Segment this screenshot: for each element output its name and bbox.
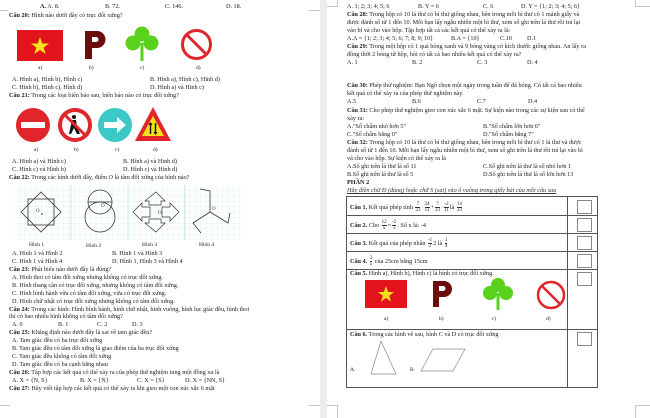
option: C. Hình bình hành vừa có tâm đối xứng, vừa có trục đối xứng. [12, 290, 167, 297]
option: B.Số ghi trên lá thư là số 5 [347, 171, 414, 178]
arrow-right-sign-icon [97, 107, 133, 143]
option: C. Tam giác đều không có tâm đối xứng [12, 353, 112, 360]
option: B. Tam giác đều có tâm đối xứng là giao điểm của ba trục đối xứng [12, 345, 179, 352]
option: B."Số chấm lớn hơn 6" [483, 123, 541, 130]
option: B. 2 [412, 59, 423, 66]
parallelogram-figure [419, 347, 467, 373]
option: B. 72. [105, 3, 120, 10]
table-row [347, 215, 597, 234]
figure-label: A. [350, 367, 356, 373]
question-20: Câu 20: Hình nào dưới đây có trục đối xứng? [9, 12, 123, 19]
question-21: Câu 21: Trong các loại biển báo sau, biển báo nào có trục đối xứng? [9, 92, 179, 99]
option: B. Hình thang cân có trục đối xứng, nhưng không có tâm đối xứng. [12, 282, 179, 289]
clover-icon [125, 26, 159, 62]
option: B.6 [412, 98, 421, 105]
true-false-table [346, 196, 598, 388]
figure-label: c) [115, 147, 120, 153]
question-30: Câu 30: Phép thử nghiệm: Bạn Ngô chọn một ngày trong tuần để đá bóng. Có tất cả bao nhiêu [347, 82, 582, 89]
option: A. Hình a) và Hình c) [12, 158, 66, 165]
two-way-traffic-sign-icon [133, 105, 173, 143]
prohibition-sign-icon [535, 279, 567, 311]
triangle-figure [359, 339, 399, 375]
no-pedestrian-sign-icon [57, 107, 93, 143]
option: A. A. 8. [40, 3, 60, 10]
option: B. X = {N} [80, 377, 109, 384]
option: A.A = {1; 2; 3; 4; 5; 6; 7; 8; 9; 10} [347, 35, 434, 42]
table-row [347, 269, 597, 330]
svg-text:O: O [158, 211, 162, 216]
option: D. Hình chữ nhật có trục đối xứng nhưng không có tâm đối xứng. [12, 298, 175, 305]
option: D.4 [528, 98, 538, 105]
option: B.A = {10} [451, 35, 480, 42]
option: B. Hình a), Hình c), Hình d) [150, 76, 220, 83]
figure-label: a) [384, 316, 389, 322]
option: A. 1 [347, 59, 358, 66]
row-text: Câu 3. Kết quả của phép nhân $\frac{-1}{2}$ 2 là $\frac{1}{4}$ [350, 238, 448, 249]
option: D. Hình c) và Hình d) [123, 166, 178, 173]
figure-label: d) [196, 65, 201, 71]
option: D. Hình 1, Hình 3 và Hình 4 [112, 258, 183, 265]
svg-text:O: O [212, 207, 216, 212]
option: B. Hình a) và Hình d) [123, 158, 177, 165]
letter-p-icon [83, 30, 109, 60]
row-text: Câu 6. Trong các hình vẽ sau, hình C và D có trục đối xứng [350, 331, 499, 338]
option: A."Số chấm nhỏ hơn 5" [347, 123, 407, 130]
answer-box[interactable] [577, 218, 592, 232]
figure-label: b) [439, 316, 444, 322]
figure-label: b) [74, 147, 79, 153]
question-31: Câu 31: Cho phép thử nghiệm gieo con xúc xắc 6 mặt. Sự kiện nào trong các sự kiện sau có thể [347, 107, 585, 114]
option: C. 3 [477, 59, 488, 66]
option: B. 1 [58, 321, 69, 328]
option: A. X = {N, S} [12, 377, 48, 384]
option: C. 2 [97, 321, 108, 328]
figure-label: a) [38, 65, 43, 71]
svg-text:O: O [36, 209, 40, 214]
option: D. Hình a) và Hình c) [150, 84, 204, 91]
option: D. 4 [527, 59, 538, 66]
row-text: Câu 5. Hình a), Hình b), Hình c) là hình có trục đối xứng. [350, 270, 494, 277]
answer-box[interactable] [577, 272, 592, 286]
option: A. 1; 2; 3; 4; 5; 6 [347, 3, 390, 10]
svg-text:O: O [101, 204, 105, 209]
option: C. Hình 1 và Hình 4 [12, 258, 63, 265]
question-32: Câu 32: Trong hộp có 10 lá thư có bì thư giống nhau, bên trong mỗi bì thư có 1 lá thư và được [347, 139, 582, 146]
table-row [347, 329, 597, 376]
section-instruction: Hãy điền chữ Đ (đúng) hoặc chữ S (sai) vào ô vuông trong giấy bài của mỗi câu sau [347, 187, 557, 194]
crop-mark [308, 405, 320, 416]
crop-mark [0, 405, 10, 416]
option: A. Hình thoi có tâm đối xứng nhưng không có trục đối xứng. [12, 274, 163, 281]
option: C. 146. [165, 3, 184, 10]
question-26: Câu 26: Tập hợp các kết quả có thể xảy ra của phép thử nghiệm tung một đồng xu là [9, 369, 220, 376]
option: A. Tam giác đều có ba trục đối xứng [12, 337, 103, 344]
option: D.Số ghi trên lá thư là số lớn hơn 13 [483, 171, 574, 178]
option: C. 6 [483, 3, 494, 10]
figure-label: B. [410, 367, 416, 373]
question-29: Câu 29: Trong một hộp có 1 quả bóng xanh và 9 bóng vàng có kích thước giống nhau. An lấy ra [347, 43, 586, 50]
option: D. Tam giác đều có ba cạnh bằng nhau [12, 361, 108, 368]
option: A. 0 [12, 321, 23, 328]
question-text: và cho vào hộp. Sự kiện có thể xảy ra là [347, 155, 447, 162]
row-text: Câu 2. Cho $\frac{12}{x}$ = $\frac{-2}{3}$ . Số x là: -4 [350, 220, 426, 231]
answer-box[interactable] [577, 200, 592, 214]
vietnam-flag-icon [365, 280, 407, 308]
option: C. X = {S} [137, 377, 165, 384]
crop-mark [635, 0, 650, 7]
option: C. Hình c) và Hình b) [12, 166, 66, 173]
prohibition-sign-icon [180, 28, 213, 61]
question-text: đánh số từ 1 đến 10. Mỗi bạn lấy ngẫu nhiên một bì thư, xem số ghi trên lá thư rồi trả lại vào bì [347, 147, 583, 154]
figure-label: Hình 1 [29, 242, 45, 248]
option: C.7 [477, 98, 486, 105]
figure-label: d) [546, 316, 551, 322]
option: C. Hình b), Hình c), Hình d) [12, 84, 83, 91]
option: D. X = {NN, S} [185, 377, 226, 384]
no-entry-sign-icon [15, 107, 51, 143]
question-text: xảy ra: [347, 115, 365, 122]
figure-label: d) [153, 147, 158, 153]
question-text: vào bì và cho vào hộp. Tập hợp tất cả các kết quả có thể xảy ra là: [347, 27, 511, 34]
letter-p-icon [431, 280, 455, 308]
option: C.10 [500, 35, 512, 42]
question-28: Câu 28: Trong hộp có 10 lá thư có bì thư giống nhau, bên trong mỗi bì thư có 1 mảnh giấy và [347, 11, 580, 18]
figure-label: a) [34, 147, 39, 153]
figure-label: Hình 4 [199, 242, 215, 248]
option: D.1 [527, 35, 537, 42]
row-text: Câu 4. $\frac{3}{5}$ của 25cm bằng 15cm [350, 256, 428, 267]
crop-mark [0, 0, 8, 11]
question-24-continued: thì có bao nhiêu hình không có tâm đối xứng? [9, 313, 123, 320]
option: A.Số ghi trên lá thư là số 11 [347, 163, 417, 170]
option: A. Hình 1 và Hình 2 [12, 250, 63, 257]
section-heading: PHẦN 2 [347, 179, 370, 186]
row-text: Câu 1. Kết quả phép tính $\frac{7}{23}$ · $\frac{24}{11}$ + $\frac{7}{23}$ · $\frac{-2}{11}$ là $\frac{14}{23}$ [350, 202, 462, 213]
figure-label: Hình 2 [86, 243, 102, 249]
question-27: Câu 27: Hãy viết tập hợp các kết quả có thể xảy ra khi gieo một con xúc xắc 6 mặt [9, 385, 215, 392]
crop-mark [327, 0, 338, 7]
clover-icon [482, 277, 514, 311]
figure-label: c) [140, 65, 145, 71]
crop-mark [327, 405, 338, 418]
question-text: kết quả có thể xảy ra của phép thử nghiệm này. [347, 90, 464, 97]
option: D."Số chấm bằng 7" [483, 131, 534, 138]
crop-mark [635, 405, 650, 418]
answer-box[interactable] [577, 254, 592, 268]
question-text: đồng thời 2 bóng từ hộp, hỏi có tất cả bao nhiêu kết quả có thể xảy ra? [347, 51, 522, 58]
option: B. Hình 1 và Hình 3 [112, 250, 163, 257]
question-24: Câu 24: Trong các hình: Hình bình hành, hình chữ nhật, hình vuông, hình lục giác đều, hình thoi [9, 306, 250, 313]
option: B. Y = 6 [418, 3, 439, 10]
question-23: Câu 23: Phát biểu nào dưới đây là đúng? [9, 266, 112, 273]
table-row [347, 251, 597, 270]
option: C.Số ghi trên lá thư là số nhỏ hơn 1 [483, 163, 572, 170]
question-22: Câu 22: Trong các hình dưới đây, điểm O là tâm đối xứng của hình nào? [9, 174, 190, 181]
option: C."Số chấm bằng 0" [347, 131, 398, 138]
question-text: được đánh số từ 1 đến 10. Mỗi bạn lấy ngẫu nhiên một bì thư, xem số ghi trên lá thư rồi trả lại [347, 19, 581, 26]
vietnam-flag-icon [17, 30, 63, 61]
option: D. 3 [132, 321, 143, 328]
document-page-left [0, 0, 320, 418]
document-page-right [327, 0, 650, 418]
crop-mark [308, 0, 320, 11]
option: D. 18. [226, 3, 242, 10]
figure-label: c) [492, 316, 497, 322]
option: D. Y = {1; 2; 3; 4; 5; 6} [521, 3, 580, 10]
figure-label: Hình 3 [142, 242, 158, 248]
table-row [347, 197, 597, 216]
table-row [347, 233, 597, 252]
option: A. Hình a), Hình b), Hình c) [12, 76, 83, 83]
answer-box[interactable] [577, 332, 592, 346]
question-25: Câu 25: Khẳng định nào dưới đây là sai về tam giác đều? [9, 329, 153, 336]
option: A.5 [347, 98, 357, 105]
symmetry-figures-grid [14, 185, 242, 240]
answer-box[interactable] [577, 236, 592, 250]
figure-label: b) [89, 65, 94, 71]
